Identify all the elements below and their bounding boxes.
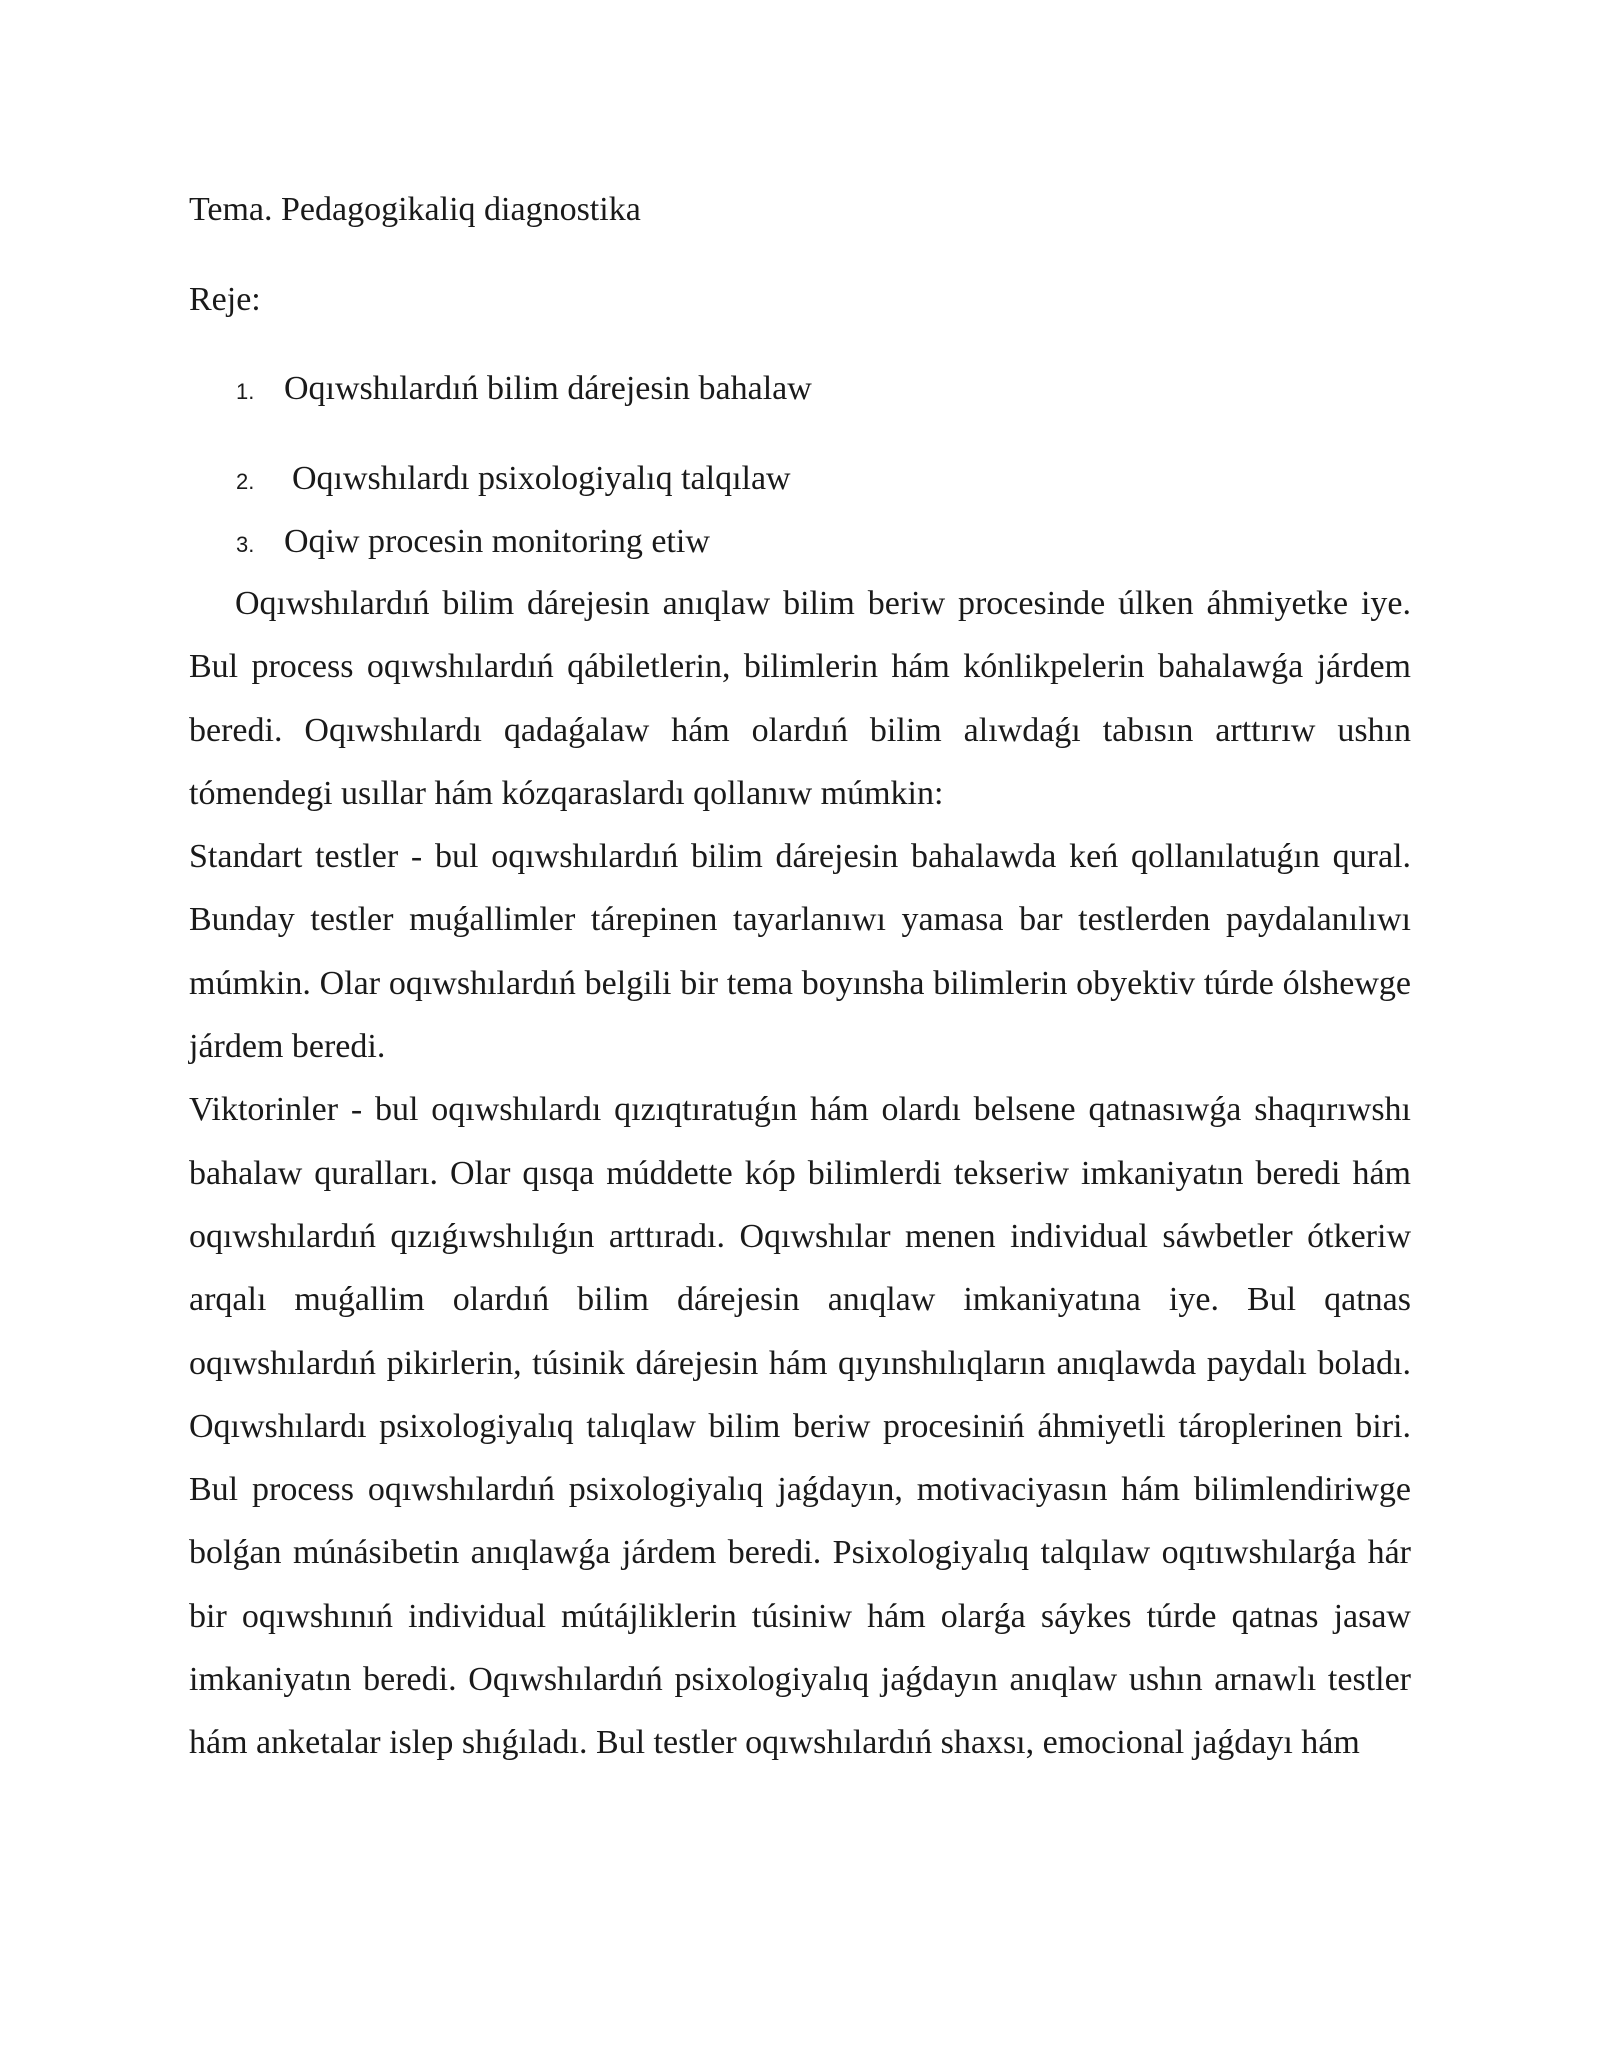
plan-item-number: 1. xyxy=(236,379,255,404)
body-paragraph: Oqıwshılardıń bilim dárejesin anıqlaw bilim beriw procesinde úlken áhmiyetke iye. Bul process oqıwshılardıń qábiletlerin, bilimlerin hám kónlikpelerin bahalawǵa járdem beredi. Oqıwshılardı qadaǵalaw hám olardıń bilim alıwdaǵı tabısın arttırıw ushın tómendegi usıllar hám kózqaraslardı qollanıw múmkin: xyxy=(189,585,1411,812)
body-paragraph: Viktorinler - bul oqıwshılardı qızıqtıratuǵın hám olardı belsene qatnasıwǵa shaqırıwshı bahalaw quralları. Olar qısqa múddette kóp bilimlerdi tekseriw imkaniyatın beredi hám oqıwshılardıń qızıǵıwshılıǵın arttıradı. Oqıwshılar menen individual sáwbetler ótkeriw arqalı muǵallim olardıń bilim dárejesin anıqlaw imkaniyatına iye. Bul qatnas oqıwshılardıń pikirlerin, túsinik dárejesin hám qıyınshılıqların anıqlawda paydalı boladı. Oqıwshılardı psixologiyalıq talıqlaw bilim beriw procesiniń áhmiyetli tároplerinen biri. Bul process oqıwshılardıń psixologiyalıq jaǵdayın, motivaciyasın hám bilimlendiriwge bolǵan múnásibetin anıqlawǵa járdem beredi. Psixologiyalıq talqılaw oqıtıwshılarǵa hár bir oqıwshınıń individual mútájliklerin túsiniw hám olarǵa sáykes túrde qatnas jasaw imkaniyatın beredi. Oqıwshılardıń psixologiyalıq jaǵdayın anıqlaw ushın arnawlı testler hám anketalar islep shıǵıladı. Bul testler oqıwshılardıń shaxsı, emocional jaǵdayı hám xyxy=(189,1091,1411,1762)
plan-item-text: Oqiw procesin monitoring etiw xyxy=(284,523,710,560)
plan-item-text: Oqıwshılardı psixologiyalıq talqılaw xyxy=(292,460,791,497)
plan-label: Reje: xyxy=(189,281,261,318)
plan-list xyxy=(189,365,1411,566)
plan-item-number: 3. xyxy=(236,532,255,557)
document-title: Tema. Pedagogikaliq diagnostika xyxy=(189,191,641,228)
plan-item-number: 2. xyxy=(236,469,255,494)
plan-item xyxy=(189,455,1411,503)
plan-item-text: Oqıwshılardıń bilim dárejesin bahalaw xyxy=(284,370,812,407)
plan-item xyxy=(189,518,1411,566)
document-body xyxy=(189,186,1411,1775)
plan-item xyxy=(189,365,1411,413)
body-paragraph: Standart testler - bul oqıwshılardıń bilim dárejesin bahalawda keń qollanılatuǵın qural. Bunday testler muǵallimler tárepinen tayarlanıwı yamasa bar testlerden paydalanılıwı múmkin. Olar oqıwshılardıń belgili bir tema boyınsha bilimlerin obyektiv túrde ólshewge járdem beredi. xyxy=(189,838,1411,1066)
